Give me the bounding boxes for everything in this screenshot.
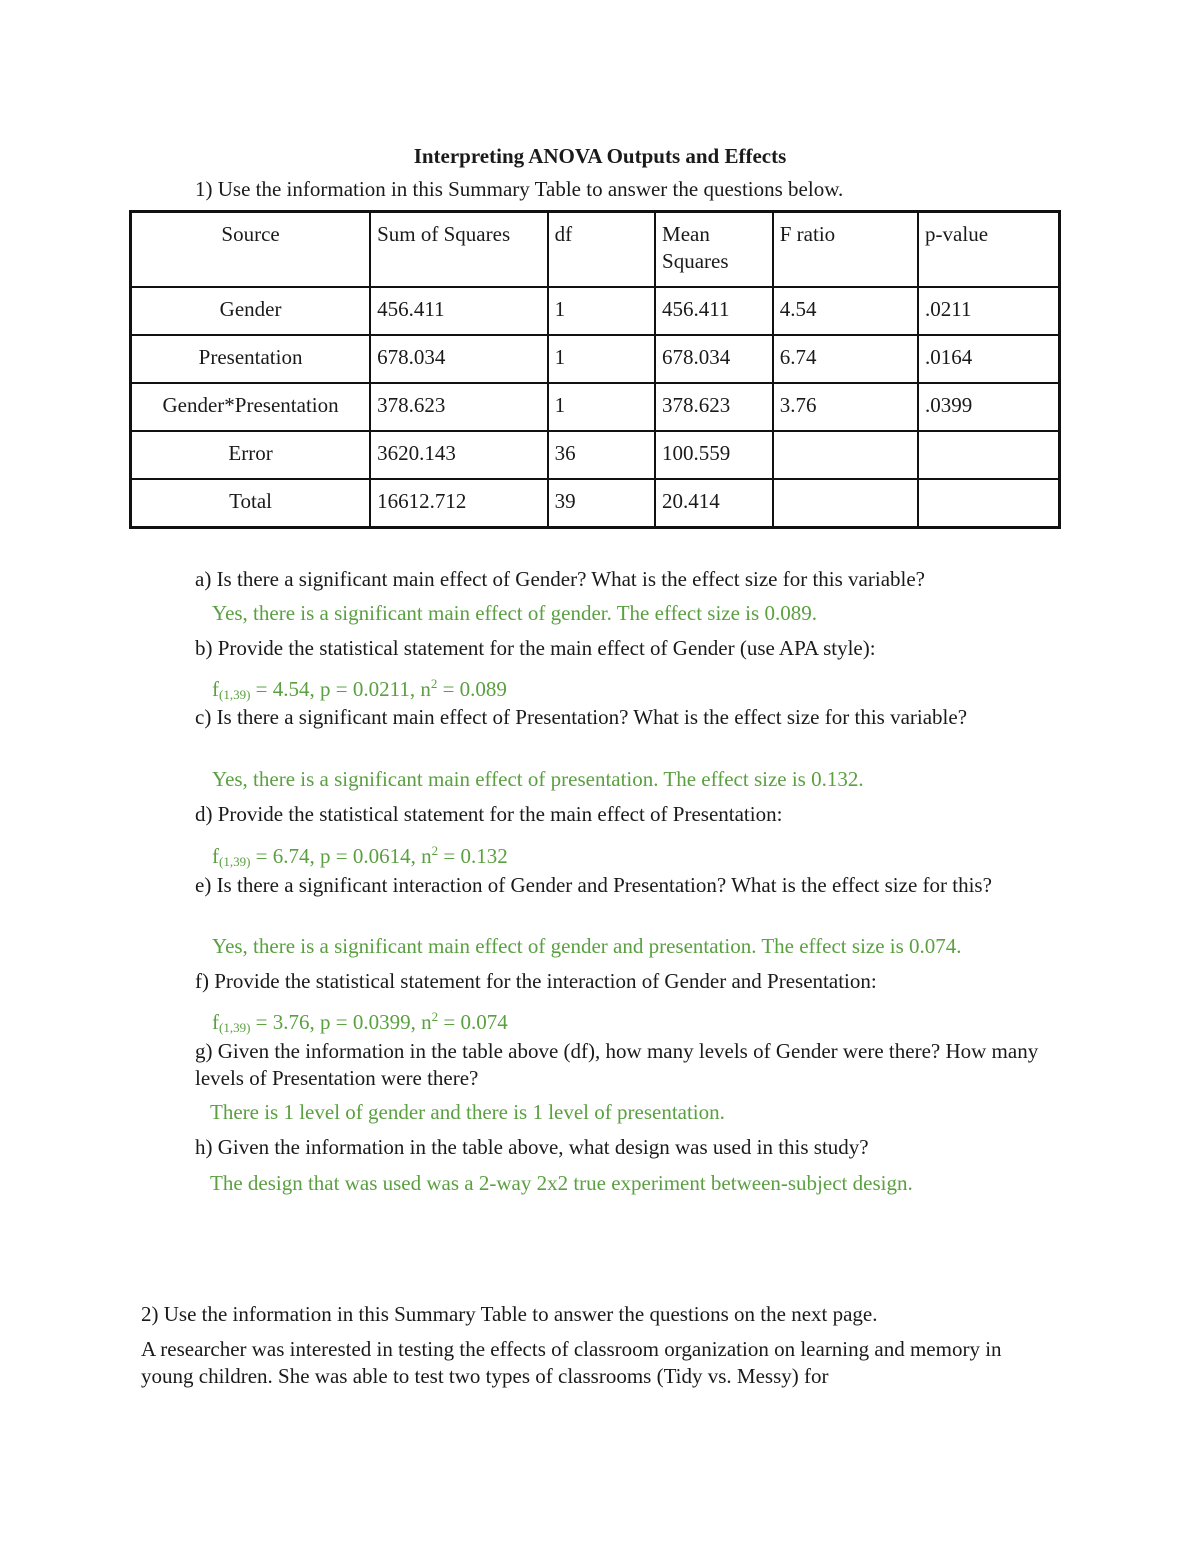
answer-d-subscript: (1,39): [219, 854, 251, 869]
answer-e: Yes, there is a significant main effect of gender and presentation. The effect size is 0.074.: [212, 934, 962, 958]
header-df: df: [548, 212, 655, 288]
cell-df: 39: [548, 479, 655, 528]
cell-f-ratio: [773, 479, 918, 528]
answer-b-subscript: (1,39): [219, 687, 251, 702]
cell-mean-squares: 456.411: [655, 287, 773, 335]
cell-mean-squares: 378.623: [655, 383, 773, 431]
cell-df: 36: [548, 431, 655, 479]
cell-mean-squares: 20.414: [655, 479, 773, 528]
cell-df: 1: [548, 335, 655, 383]
table-row: [131, 287, 1060, 335]
cell-p-value: .0399: [918, 383, 1059, 431]
table-row: [131, 383, 1060, 431]
answer-b-effect: = 0.089: [437, 677, 507, 701]
header-source: Source: [131, 212, 371, 288]
cell-f-ratio: 3.76: [773, 383, 918, 431]
cell-f-ratio: [773, 431, 918, 479]
cell-f-ratio: 6.74: [773, 335, 918, 383]
cell-p-value: [918, 431, 1059, 479]
table-row: [131, 431, 1060, 479]
header-sum-of-squares: Sum of Squares: [370, 212, 547, 288]
question-a: a) Is there a significant main effect of Gender? What is the effect size for this variable?: [195, 567, 926, 591]
answer-g: There is 1 level of gender and there is 1 level of presentation.: [210, 1100, 725, 1124]
answer-f-f: f: [212, 1010, 219, 1034]
cell-source: Presentation: [131, 335, 371, 383]
cell-source: Total: [131, 479, 371, 528]
table-header-row: [131, 212, 1060, 288]
answer-b-f: f: [212, 677, 219, 701]
answer-d-effect: = 0.132: [438, 844, 508, 868]
cell-sum-of-squares: 16612.712: [370, 479, 547, 528]
part2-paragraph: A researcher was interested in testing the effects of classroom organization on learning and memory in young children. She was able to test two types of classrooms (Tidy vs. Messy) for: [141, 1337, 1002, 1388]
answer-d-stats: = 6.74, p = 0.0614, n: [250, 844, 432, 868]
question-h: h) Given the information in the table above, what design was used in this study?: [195, 1135, 869, 1159]
question-c: c) Is there a significant main effect of Presentation? What is the effect size for this variable?: [195, 705, 968, 729]
cell-mean-squares: 678.034: [655, 335, 773, 383]
table-row: [131, 479, 1060, 528]
header-mean-squares: Mean Squares: [655, 212, 773, 288]
cell-df: 1: [548, 383, 655, 431]
answer-d-f: f: [212, 844, 219, 868]
question-f: f) Provide the statistical statement for the interaction of Gender and Presentation:: [195, 969, 877, 993]
answer-f-effect: = 0.074: [438, 1010, 508, 1034]
cell-p-value: [918, 479, 1059, 528]
answer-a: Yes, there is a significant main effect of gender. The effect size is 0.089.: [212, 601, 817, 625]
answer-b: [212, 670, 507, 708]
question-b: b) Provide the statistical statement for the main effect of Gender (use APA style):: [195, 636, 876, 660]
cell-sum-of-squares: 678.034: [370, 335, 547, 383]
question-d: d) Provide the statistical statement for the main effect of Presentation:: [195, 802, 783, 826]
answer-d: [212, 837, 508, 875]
answer-f-subscript: (1,39): [219, 1020, 251, 1035]
cell-p-value: .0211: [918, 287, 1059, 335]
cell-source: Gender: [131, 287, 371, 335]
table-row: [131, 335, 1060, 383]
cell-p-value: .0164: [918, 335, 1059, 383]
answer-d-superscript: 2: [431, 843, 439, 858]
question-e: e) Is there a significant interaction of Gender and Presentation? What is the effect size for this?: [195, 873, 992, 897]
answer-b-superscript: 2: [430, 676, 438, 691]
answer-f-stats: = 3.76, p = 0.0399, n: [250, 1010, 432, 1034]
page-title: Interpreting ANOVA Outputs and Effects: [413, 144, 787, 168]
answer-b-stats: = 4.54, p = 0.0211, n: [250, 677, 431, 701]
header-f-ratio: F ratio: [773, 212, 918, 288]
cell-sum-of-squares: 378.623: [370, 383, 547, 431]
anova-summary-table: [129, 210, 1061, 529]
part1-instructions: 1) Use the information in this Summary Table to answer the questions below.: [195, 177, 844, 201]
answer-c: Yes, there is a significant main effect of presentation. The effect size is 0.132.: [212, 767, 864, 791]
cell-source: Error: [131, 431, 371, 479]
question-g: g) Given the information in the table above (df), how many levels of Gender were there? How many levels of Presentation were there?: [195, 1039, 1039, 1090]
cell-f-ratio: 4.54: [773, 287, 918, 335]
cell-source: Gender*Presentation: [131, 383, 371, 431]
part2-instructions: 2) Use the information in this Summary Table to answer the questions on the next page.: [141, 1302, 878, 1326]
cell-mean-squares: 100.559: [655, 431, 773, 479]
answer-f: [212, 1003, 508, 1041]
answer-f-superscript: 2: [431, 1009, 439, 1024]
cell-df: 1: [548, 287, 655, 335]
cell-sum-of-squares: 456.411: [370, 287, 547, 335]
cell-sum-of-squares: 3620.143: [370, 431, 547, 479]
answer-h: The design that was used was a 2-way 2x2 true experiment between-subject design.: [210, 1171, 913, 1195]
header-p-value: p-value: [918, 212, 1059, 288]
